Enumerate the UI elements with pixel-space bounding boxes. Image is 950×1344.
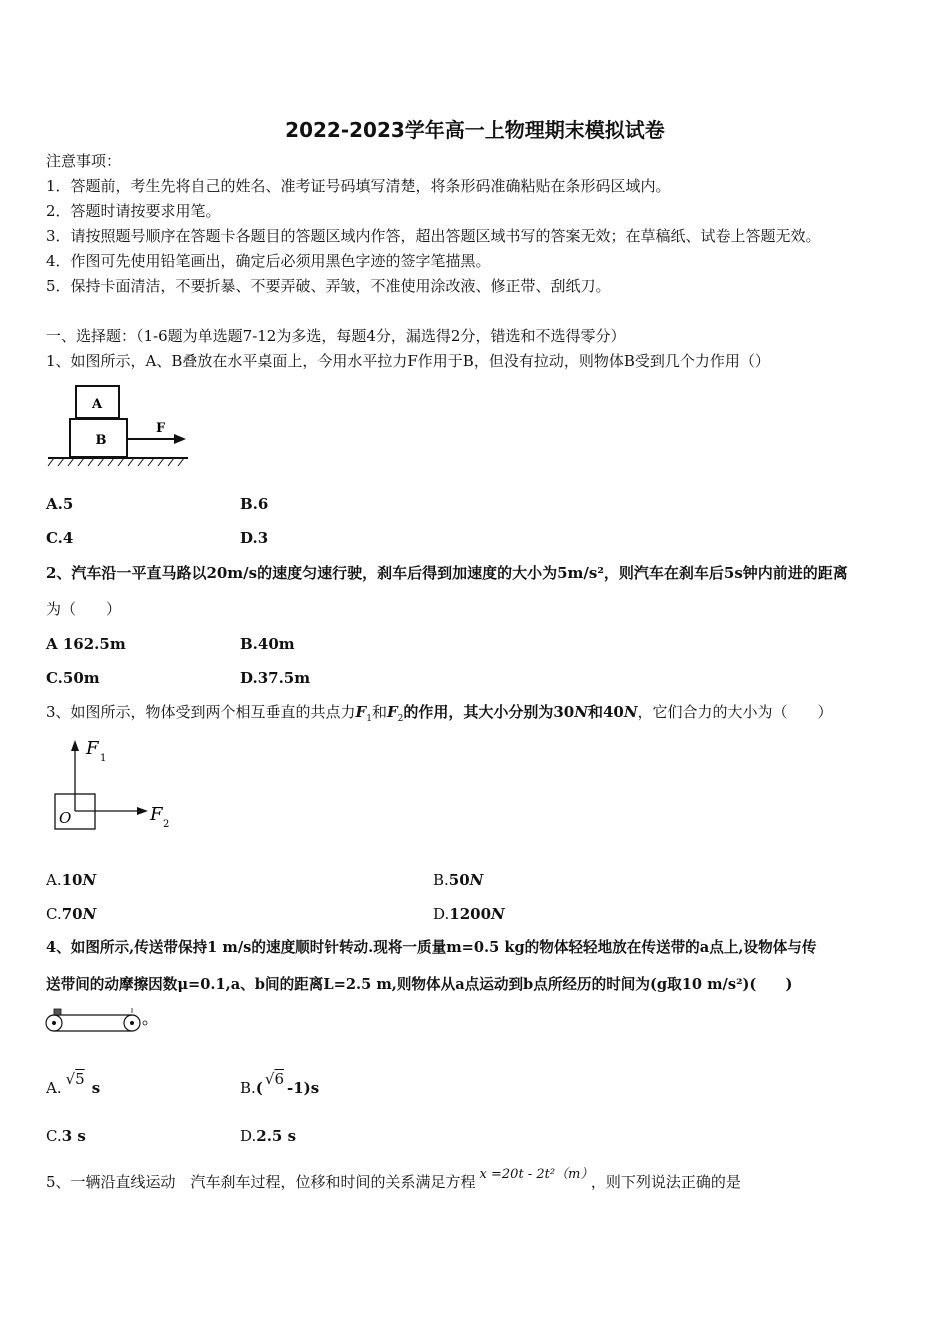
q2-option-d[interactable]: D.37.5m: [240, 669, 311, 687]
q1-label-a: A: [91, 397, 103, 412]
q5-stem: [46, 1167, 741, 1194]
q1-option-d[interactable]: D.3: [240, 529, 269, 547]
q1-label-f: F: [156, 421, 166, 436]
q1-stem: 1、如图所示，A、B叠放在水平桌面上，今用水平拉力F作用于B，但没有拉动，则物体B受到几个力作用（）: [46, 352, 770, 370]
q3-n2: N: [623, 703, 638, 721]
q4-option-a[interactable]: A. √5 s: [46, 1070, 101, 1097]
q3-f2-sub: 2: [397, 714, 404, 724]
q4-stem-line1: 4、如图所示,传送带保持1 m/s的速度顺时针转动.现将一质量m=0.5 kg的物体轻轻地放在传送带的a点上,设物体与传: [46, 939, 817, 956]
q3-stem: [46, 702, 833, 729]
q2-option-a[interactable]: A 162.5m: [46, 635, 126, 653]
q4-option-d[interactable]: D.2.5 s: [240, 1127, 297, 1145]
q1-figure: [46, 382, 191, 468]
notice-item-5: 5．保持卡面清洁，不要折暴、不要弄破、弄皱，不准使用涂改液、修正带、刮纸刀。: [46, 277, 611, 295]
q3-stem-a: 3、如图所示，物体受到两个相互垂直的共点力: [46, 703, 356, 721]
notice-item-3: 3．请按照题号顺序在答题卡各题目的答题区域内作答，超出答题区域书写的答案无效；在草稿纸、试卷上答题无效。: [46, 227, 821, 245]
q5-stem-a: 5、一辆沿直线运动 汽车刹车过程，位移和时间的关系满足方程: [46, 1173, 476, 1191]
q2-stem-line1: 2、汽车沿一平直马路以20m/s的速度匀速行驶，刹车后得到加速度的大小为5m/s²，则汽车在刹车后5s钟内前进的距离: [46, 564, 848, 582]
q1-option-b[interactable]: B.6: [240, 495, 269, 513]
q3-label-f1: F: [86, 738, 99, 759]
q4-option-c[interactable]: C.3 s: [46, 1127, 86, 1145]
q3-figure: [50, 736, 180, 836]
page-title: 2022-2023学年高一上物理期末模拟试卷: [285, 118, 665, 142]
q3-option-c[interactable]: C.70N: [46, 905, 97, 923]
q3-and: 和: [371, 703, 387, 721]
q3-option-d[interactable]: D.1200N: [433, 905, 505, 923]
q5-stem-b: ，则下列说法正确的是: [590, 1173, 741, 1191]
q3-option-a[interactable]: A.10N: [46, 871, 97, 889]
q1-option-a[interactable]: A.5: [46, 495, 74, 513]
q3-label-f2: F: [150, 804, 163, 825]
q3-f1-sub: 1: [366, 714, 372, 724]
notice-heading: 注意事项：: [46, 152, 122, 170]
q5-equation: x =20t - 2t²（m）: [479, 1167, 587, 1182]
q1-option-c[interactable]: C.4: [46, 529, 74, 547]
q2-option-c[interactable]: C.50m: [46, 669, 100, 687]
notice-item-1: 1．答题前，考生先将自己的姓名、准考证号码填写清楚，将条形码准确粘贴在条形码区域内。: [46, 177, 671, 195]
q3-stem-d: ，它们合力的大小为（ ）: [637, 703, 833, 721]
q3-n1: N: [574, 703, 588, 721]
q4-stem-line2: 送带间的动摩擦因数μ=0.1,a、b间的距离L=2.5 m,则物体从a点运动到b点所经历的时间为(g取10 m/s²)( ): [46, 976, 793, 993]
q2-option-b[interactable]: B.40m: [240, 635, 295, 653]
q1-label-b: B: [95, 433, 107, 448]
q4-option-b[interactable]: B.( √6 -1)s: [240, 1070, 320, 1097]
notice-item-4: 4．作图可先使用铅笔画出，确定后必须用黑色字迹的签字笔描黑。: [46, 252, 491, 270]
q3-label-f1-sub: 1: [100, 753, 107, 764]
section-heading: 一、选择题：（1-6题为单选题7-12为多选，每题4分，漏选得2分，错选和不选得零分）: [46, 327, 626, 345]
q3-f2: F: [386, 703, 398, 721]
q3-f1: F: [355, 703, 367, 721]
q3-label-o: O: [59, 809, 72, 827]
q2-stem-line2: 为（ ）: [46, 600, 122, 618]
notice-item-2: 2．答题时请按要求用笔。: [46, 202, 221, 220]
q4-conveyor-figure: [44, 1008, 152, 1034]
q3-option-b[interactable]: B.50N: [433, 871, 484, 889]
q3-stem-c: 和40: [587, 703, 624, 721]
q3-stem-b: 的作用，其大小分别为30: [403, 703, 575, 721]
q3-label-f2-sub: 2: [163, 819, 170, 830]
